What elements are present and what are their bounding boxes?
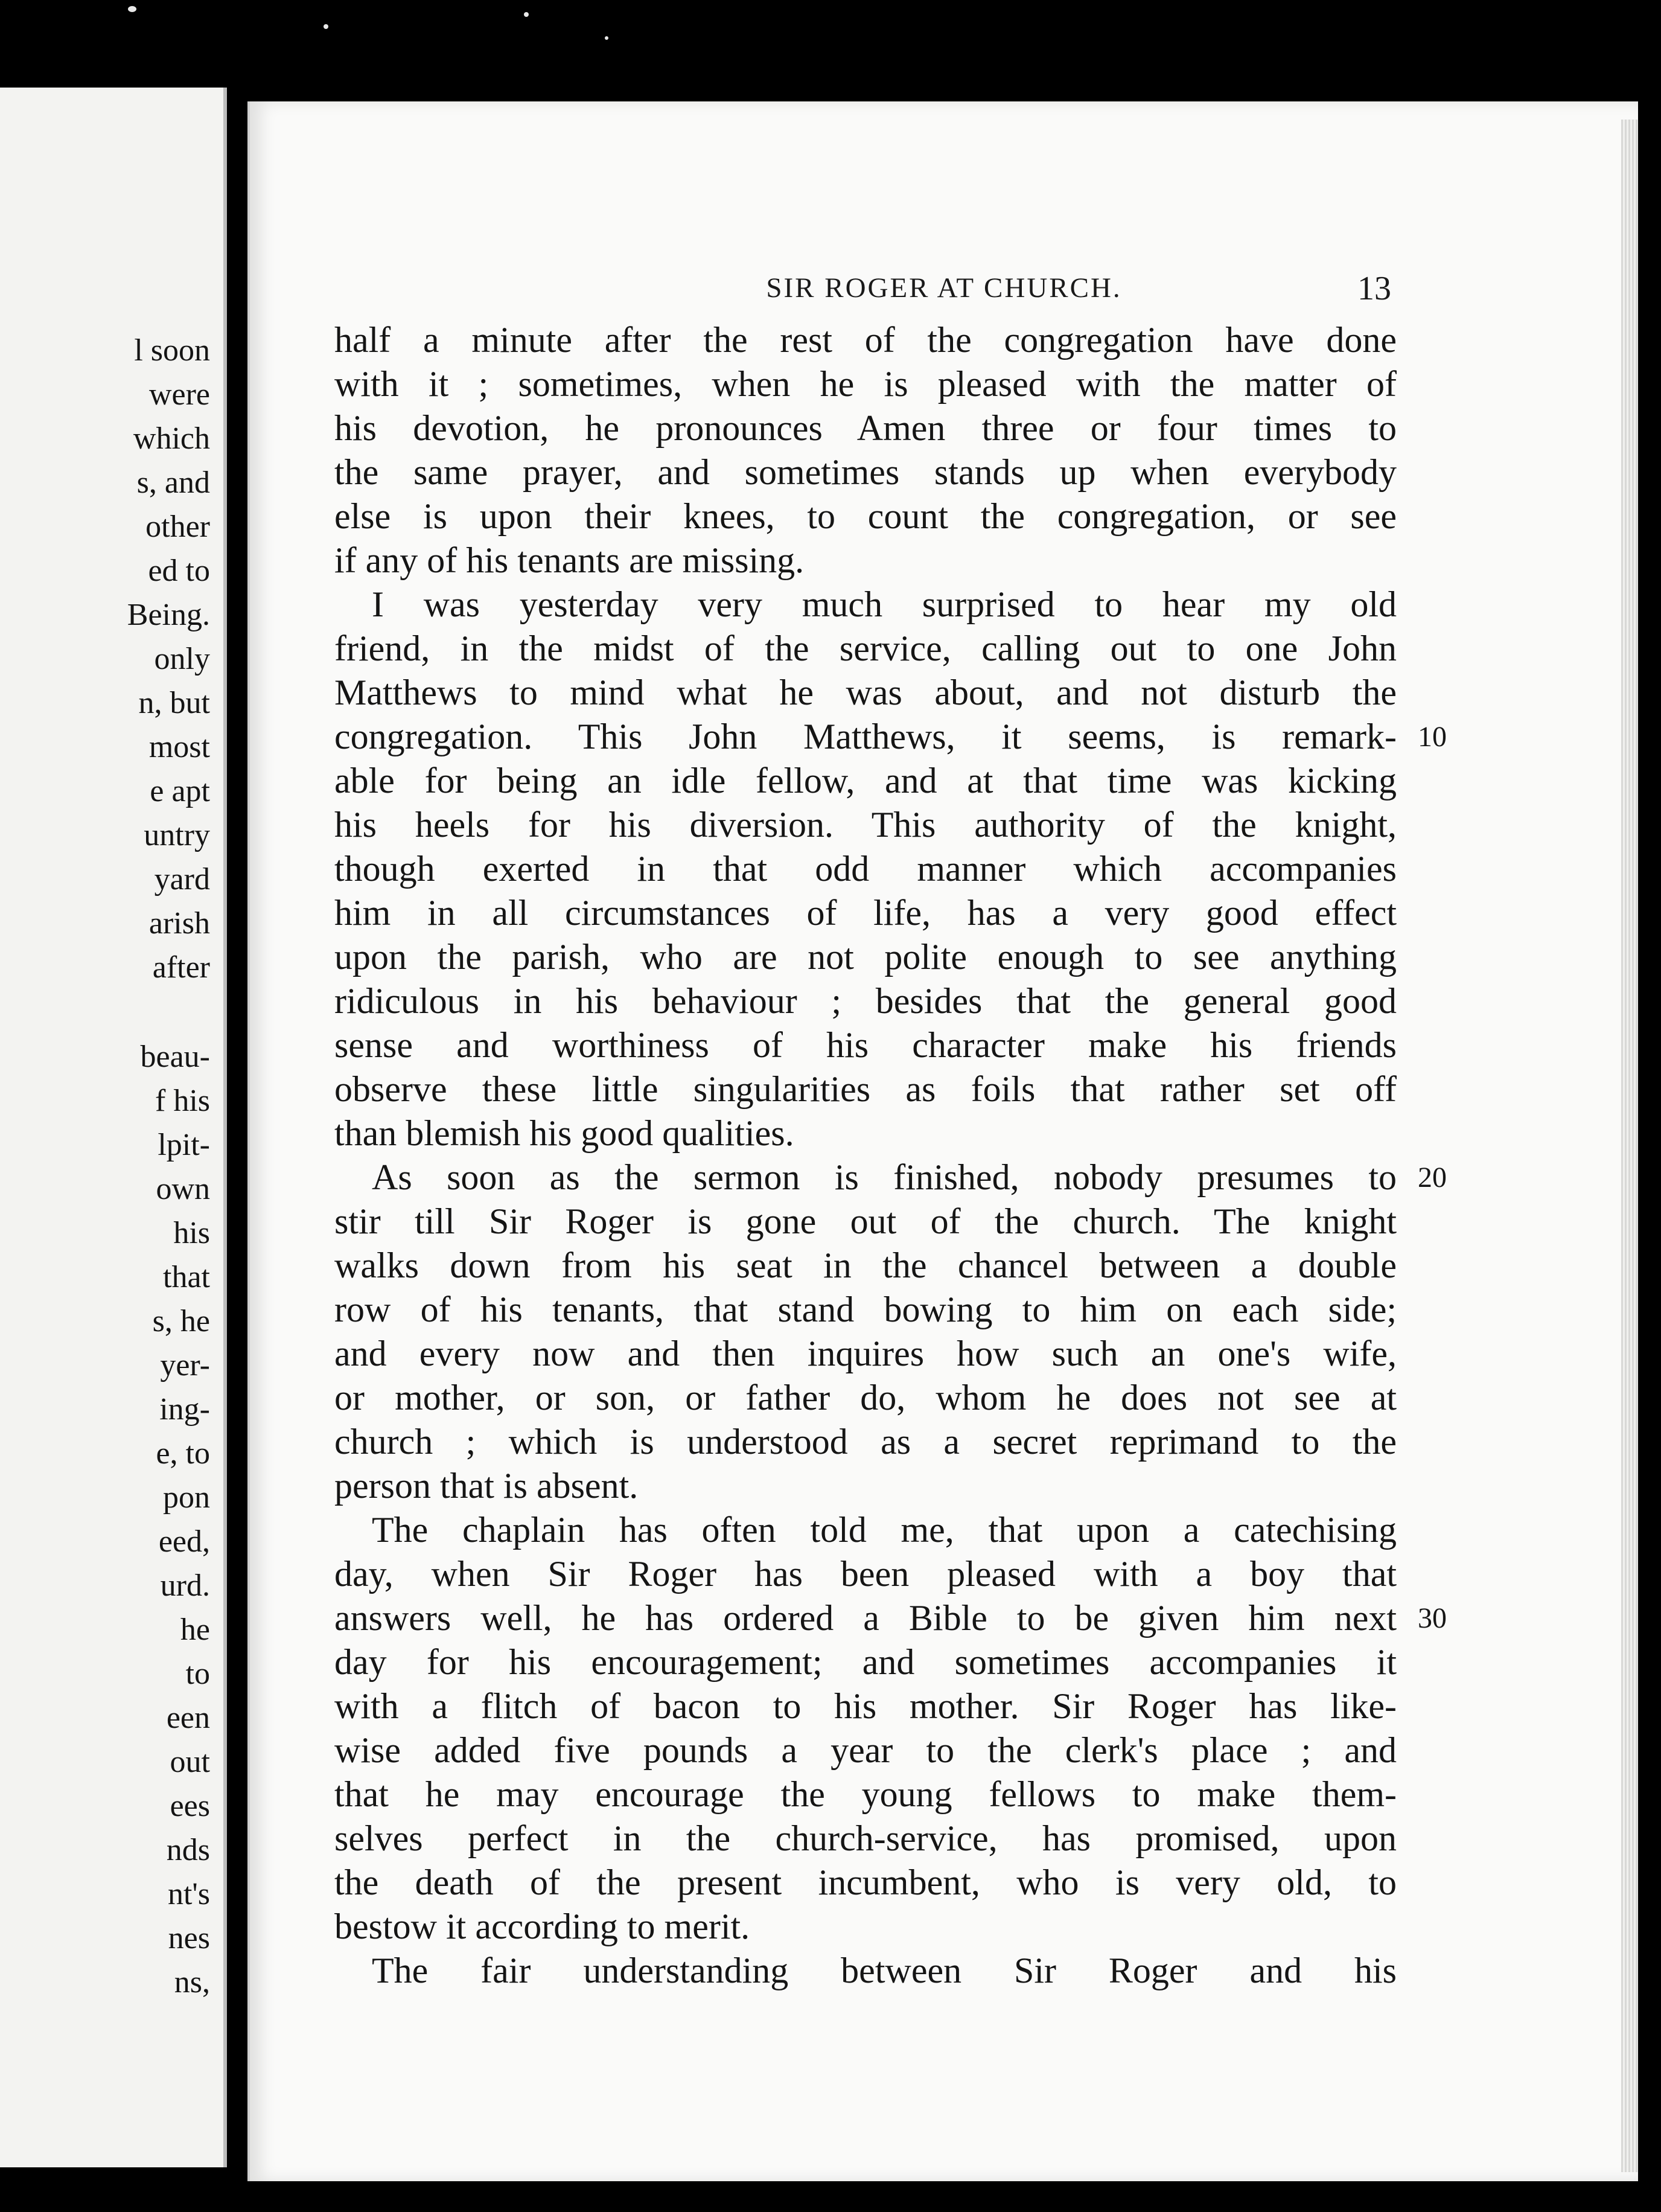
scan-speck — [128, 6, 136, 12]
left-page-fragment: Being. — [127, 598, 210, 632]
text-line: able for being an idle fellow, and at that time was kicking — [334, 761, 1397, 801]
left-page-fragment: out — [170, 1745, 210, 1779]
left-page-fragment: ing- — [159, 1392, 210, 1427]
left-page-fragment: untry — [144, 818, 210, 852]
text-line: the same prayer, and sometimes stands up when everybody — [334, 452, 1397, 492]
text-line: sense and worthiness of his character make his friends — [334, 1025, 1397, 1065]
text-line: answers well, he has ordered a Bible to be given him next — [334, 1598, 1397, 1638]
text-line: else is upon their knees, to count the congregation, or see — [334, 496, 1397, 536]
page-edge — [1621, 120, 1638, 2172]
left-page-fragment: ed to — [148, 554, 210, 588]
page-number: 13 — [1357, 270, 1391, 307]
text-line: though exerted in that odd manner which accompanies — [334, 849, 1397, 889]
left-page-fragment: his — [173, 1216, 210, 1250]
text-line: The fair understanding between Sir Roger and his — [372, 1951, 1397, 1990]
text-line: day for his encouragement; and sometimes accompanies it — [334, 1642, 1397, 1682]
text-line: row of his tenants, that stand bowing to him on each side; — [334, 1290, 1397, 1329]
left-page-fragment: f his — [155, 1084, 210, 1118]
text-line: day, when Sir Roger has been pleased with a boy that — [334, 1554, 1397, 1594]
text-line: ridiculous in his behaviour ; besides that the general good — [334, 981, 1397, 1021]
scan-speck — [605, 36, 608, 40]
left-page-fragment: arish — [148, 906, 210, 941]
text-line: church ; which is understood as a secret reprimand to the — [334, 1422, 1397, 1462]
left-page-fragment: nt's — [167, 1877, 210, 1911]
left-page-fragment: ns, — [174, 1965, 210, 1999]
left-page-fragment: e apt — [150, 774, 210, 808]
text-line: wise added five pounds a year to the clerk's place ; and — [334, 1730, 1397, 1770]
left-page-fragment: were — [148, 377, 210, 412]
left-page-fragment: pon — [163, 1480, 210, 1515]
text-line: The chaplain has often told me, that upon a catechising — [372, 1510, 1397, 1550]
line-number: 10 — [1418, 721, 1447, 753]
left-page-fragment: most — [148, 730, 210, 764]
running-head: SIR ROGER AT CHURCH. — [766, 272, 1122, 304]
left-page-fragment: after — [152, 950, 210, 985]
text-line: with a flitch of bacon to his mother. Sir Roger has like- — [334, 1686, 1397, 1726]
left-page-fragment: other — [145, 510, 210, 544]
text-line: stir till Sir Roger is gone out of the church. The knight — [334, 1201, 1397, 1241]
left-page-fragment: nes — [168, 1921, 210, 1955]
text-line: I was yesterday very much surprised to hear my old — [372, 584, 1397, 624]
left-page-fragment: lpit- — [158, 1128, 210, 1162]
text-line: Matthews to mind what he was about, and not disturb the — [334, 673, 1397, 712]
text-line: person that is absent. — [334, 1466, 639, 1506]
left-page-fragment: own — [156, 1172, 210, 1206]
left-page-fragment: which — [133, 421, 210, 456]
left-page-fragment: l soon — [134, 333, 210, 368]
left-page-fragment: e, to — [156, 1436, 210, 1471]
left-page-fragment: een — [166, 1701, 210, 1735]
text-line: that he may encourage the young fellows to make them- — [334, 1774, 1397, 1814]
scan-speck — [524, 12, 529, 17]
text-line: walks down from his seat in the chancel between a double — [334, 1245, 1397, 1285]
text-line: upon the parish, who are not polite enough to see anything — [334, 937, 1397, 977]
left-page-fragment: yer- — [160, 1348, 210, 1382]
line-number: 20 — [1418, 1162, 1447, 1194]
text-line: his heels for his diversion. This authority of the knight, — [334, 805, 1397, 845]
text-line: than blemish his good qualities. — [334, 1113, 794, 1153]
line-number: 30 — [1418, 1602, 1447, 1634]
left-facing-page — [0, 88, 227, 2167]
left-page-fragment: only — [154, 642, 210, 676]
left-page-fragment: urd. — [160, 1568, 210, 1603]
text-line: half a minute after the rest of the congregation have done — [334, 320, 1397, 360]
left-page-fragment: that — [163, 1260, 210, 1294]
text-line: and every now and then inquires how such an one's wife, — [334, 1334, 1397, 1373]
text-line: friend, in the midst of the service, calling out to one John — [334, 628, 1397, 668]
scan-speck — [324, 24, 328, 29]
text-line: bestow it according to merit. — [334, 1907, 750, 1946]
text-line: him in all circumstances of life, has a very good effect — [334, 893, 1397, 933]
text-line: his devotion, he pronounces Amen three or four times to — [334, 408, 1397, 448]
text-line: observe these little singularities as foils that rather set off — [334, 1069, 1397, 1109]
text-line: As soon as the sermon is finished, nobody presumes to — [372, 1157, 1397, 1197]
text-line: with it ; sometimes, when he is pleased with the matter of — [334, 364, 1397, 404]
text-line: congregation. This John Matthews, it seems, is remark- — [334, 717, 1397, 756]
text-line: or mother, or son, or father do, whom he does not see at — [334, 1378, 1397, 1418]
left-page-fragment: n, but — [138, 686, 210, 720]
left-page-fragment: yard — [154, 862, 210, 897]
left-page-fragment: ees — [170, 1789, 210, 1823]
left-page-fragment: s, and — [136, 465, 210, 500]
text-line: selves perfect in the church-service, has promised, upon — [334, 1818, 1397, 1858]
left-page-fragment: he — [180, 1613, 210, 1647]
left-page-fragment: s, he — [152, 1304, 210, 1338]
text-line: if any of his tenants are missing. — [334, 540, 805, 580]
right-page — [247, 101, 1638, 2181]
text-line: the death of the present incumbent, who is very old, to — [334, 1862, 1397, 1902]
left-page-fragment: beau- — [140, 1040, 210, 1074]
left-page-fragment: nds — [166, 1833, 210, 1867]
left-page-fragment: eed, — [158, 1524, 210, 1559]
left-page-fragment: to — [185, 1657, 210, 1691]
